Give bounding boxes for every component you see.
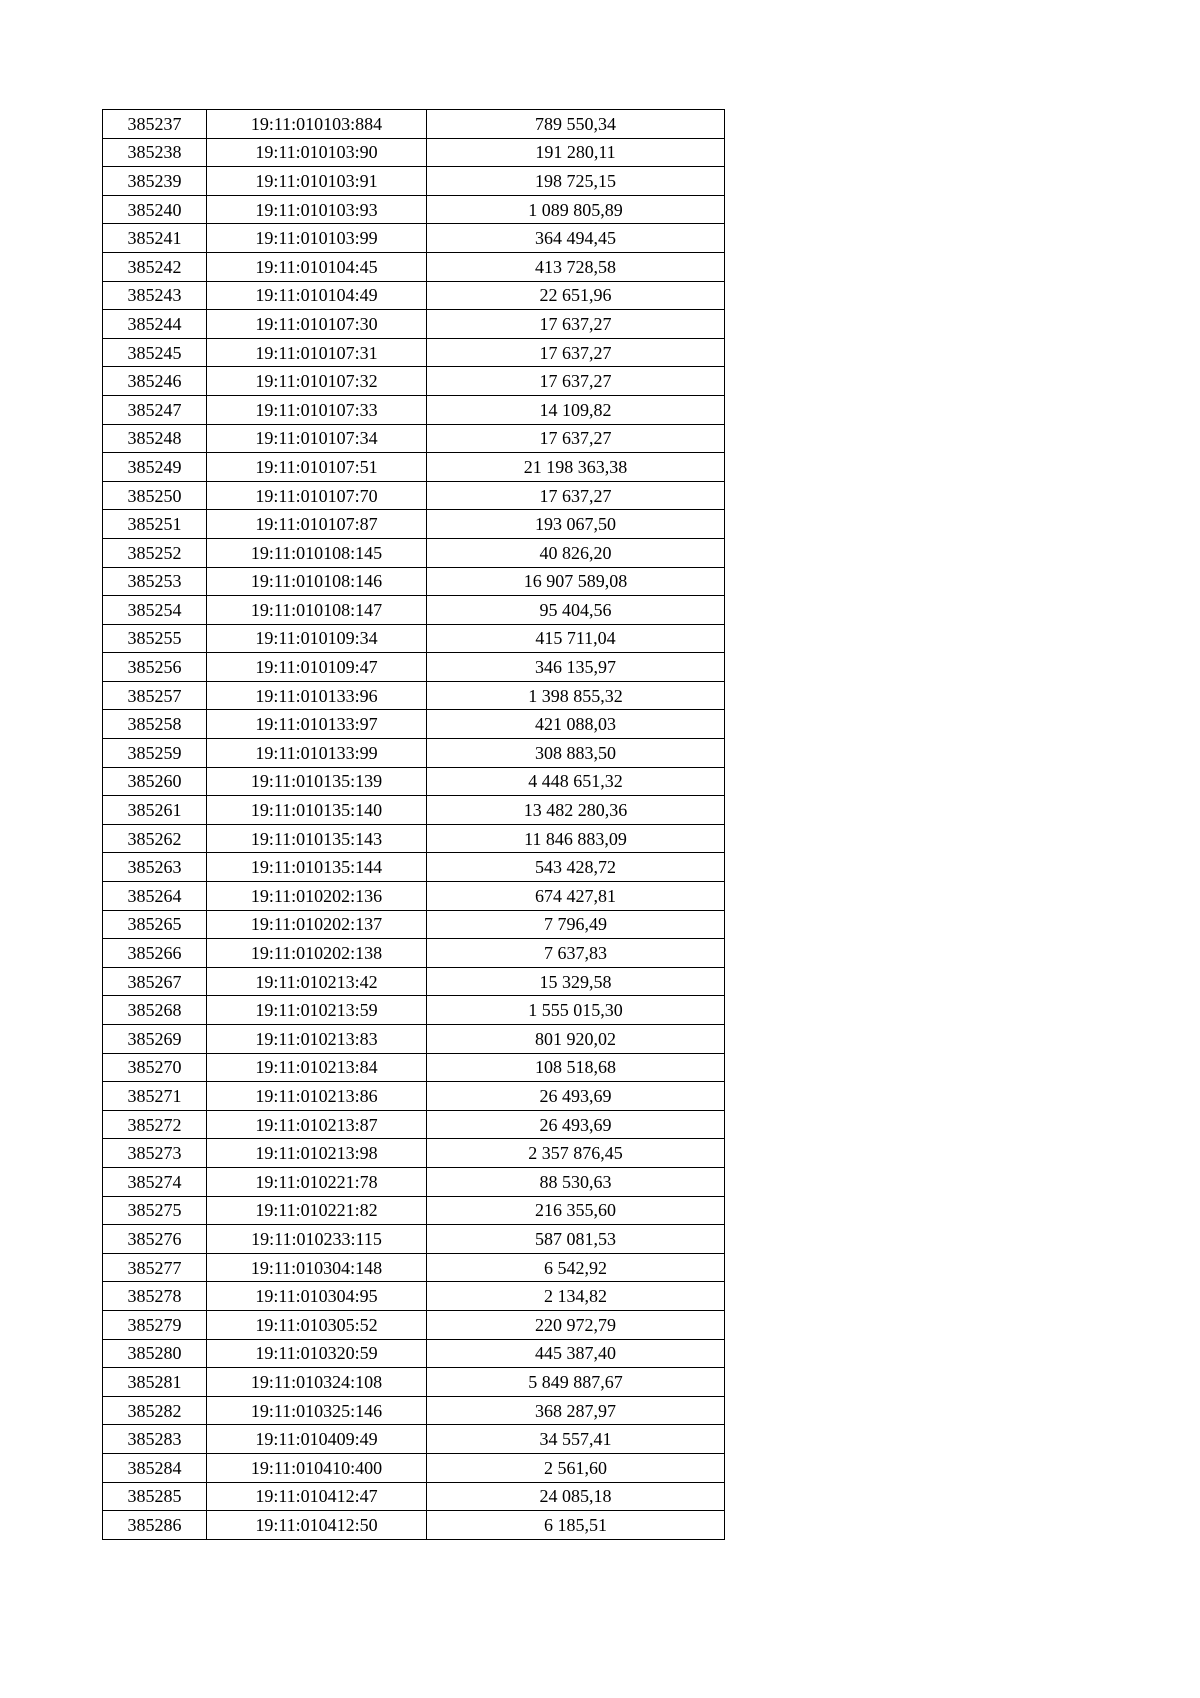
table-row	[103, 996, 725, 1025]
table-row	[103, 882, 725, 911]
table-row	[103, 1025, 725, 1054]
row-number-cell: 385249	[103, 453, 207, 482]
value-cell: 368 287,97	[427, 1396, 725, 1425]
cadastral-number-cell: 19:11:010412:50	[207, 1511, 427, 1540]
cadastral-number-cell: 19:11:010304:95	[207, 1282, 427, 1311]
table-row	[103, 910, 725, 939]
table-row	[103, 1225, 725, 1254]
cadastral-number-cell: 19:11:010412:47	[207, 1482, 427, 1511]
row-number-cell: 385279	[103, 1310, 207, 1339]
value-cell: 1 398 855,32	[427, 681, 725, 710]
cadastral-number-cell: 19:11:010221:82	[207, 1196, 427, 1225]
cadastral-number-cell: 19:11:010104:49	[207, 281, 427, 310]
cadastral-number-cell: 19:11:010107:51	[207, 453, 427, 482]
table-row	[103, 1167, 725, 1196]
cadastral-number-cell: 19:11:010233:115	[207, 1225, 427, 1254]
cadastral-number-cell: 19:11:010107:31	[207, 338, 427, 367]
row-number-cell: 385247	[103, 395, 207, 424]
value-cell: 22 651,96	[427, 281, 725, 310]
table-row	[103, 710, 725, 739]
cadastral-number-cell: 19:11:010107:87	[207, 510, 427, 539]
table-row	[103, 624, 725, 653]
table-row	[103, 796, 725, 825]
table-row	[103, 1425, 725, 1454]
cadastral-number-cell: 19:11:010133:96	[207, 681, 427, 710]
row-number-cell: 385270	[103, 1053, 207, 1082]
row-number-cell: 385239	[103, 167, 207, 196]
row-number-cell: 385261	[103, 796, 207, 825]
value-cell: 445 387,40	[427, 1339, 725, 1368]
table-row	[103, 1282, 725, 1311]
value-cell: 24 085,18	[427, 1482, 725, 1511]
cadastral-number-cell: 19:11:010305:52	[207, 1310, 427, 1339]
row-number-cell: 385251	[103, 510, 207, 539]
cadastral-number-cell: 19:11:010133:97	[207, 710, 427, 739]
value-cell: 413 728,58	[427, 252, 725, 281]
value-cell: 17 637,27	[427, 338, 725, 367]
row-number-cell: 385257	[103, 681, 207, 710]
value-cell: 587 081,53	[427, 1225, 725, 1254]
row-number-cell: 385263	[103, 853, 207, 882]
table-row	[103, 1053, 725, 1082]
cadastral-number-cell: 19:11:010213:42	[207, 967, 427, 996]
cadastral-number-cell: 19:11:010213:86	[207, 1082, 427, 1111]
value-cell: 15 329,58	[427, 967, 725, 996]
value-cell: 1 555 015,30	[427, 996, 725, 1025]
table-row	[103, 1110, 725, 1139]
cadastral-number-cell: 19:11:010107:30	[207, 310, 427, 339]
table-row	[103, 1139, 725, 1168]
row-number-cell: 385237	[103, 110, 207, 139]
value-cell: 13 482 280,36	[427, 796, 725, 825]
table-row	[103, 824, 725, 853]
value-cell: 7 637,83	[427, 939, 725, 968]
table-row	[103, 252, 725, 281]
value-cell: 14 109,82	[427, 395, 725, 424]
table-row	[103, 138, 725, 167]
table-row	[103, 767, 725, 796]
cadastral-number-cell: 19:11:010213:59	[207, 996, 427, 1025]
value-cell: 5 849 887,67	[427, 1368, 725, 1397]
table-row	[103, 310, 725, 339]
value-cell: 193 067,50	[427, 510, 725, 539]
cadastral-number-cell: 19:11:010202:138	[207, 939, 427, 968]
table-row	[103, 395, 725, 424]
value-cell: 4 448 651,32	[427, 767, 725, 796]
value-cell: 40 826,20	[427, 538, 725, 567]
value-cell: 2 357 876,45	[427, 1139, 725, 1168]
table-row	[103, 338, 725, 367]
value-cell: 216 355,60	[427, 1196, 725, 1225]
cadastral-number-cell: 19:11:010104:45	[207, 252, 427, 281]
value-cell: 220 972,79	[427, 1310, 725, 1339]
table-row	[103, 453, 725, 482]
cadastral-number-cell: 19:11:010304:148	[207, 1253, 427, 1282]
cadastral-number-cell: 19:11:010221:78	[207, 1167, 427, 1196]
value-cell: 789 550,34	[427, 110, 725, 139]
table-row	[103, 281, 725, 310]
cadastral-number-cell: 19:11:010103:93	[207, 195, 427, 224]
row-number-cell: 385254	[103, 596, 207, 625]
row-number-cell: 385245	[103, 338, 207, 367]
cadastral-number-cell: 19:11:010109:34	[207, 624, 427, 653]
row-number-cell: 385248	[103, 424, 207, 453]
value-cell: 108 518,68	[427, 1053, 725, 1082]
cadastral-number-cell: 19:11:010107:70	[207, 481, 427, 510]
table-row	[103, 510, 725, 539]
cadastral-number-cell: 19:11:010202:136	[207, 882, 427, 911]
table-row	[103, 967, 725, 996]
row-number-cell: 385273	[103, 1139, 207, 1168]
table-row	[103, 1310, 725, 1339]
table-body	[103, 110, 725, 1540]
value-cell: 421 088,03	[427, 710, 725, 739]
value-cell: 34 557,41	[427, 1425, 725, 1454]
cadastral-number-cell: 19:11:010135:144	[207, 853, 427, 882]
table-row	[103, 939, 725, 968]
table-row	[103, 367, 725, 396]
row-number-cell: 385286	[103, 1511, 207, 1540]
value-cell: 17 637,27	[427, 367, 725, 396]
row-number-cell: 385253	[103, 567, 207, 596]
row-number-cell: 385238	[103, 138, 207, 167]
row-number-cell: 385282	[103, 1396, 207, 1425]
row-number-cell: 385267	[103, 967, 207, 996]
cadastral-number-cell: 19:11:010108:145	[207, 538, 427, 567]
cadastral-number-cell: 19:11:010109:47	[207, 653, 427, 682]
value-cell: 2 561,60	[427, 1453, 725, 1482]
cadastral-number-cell: 19:11:010108:147	[207, 596, 427, 625]
row-number-cell: 385259	[103, 739, 207, 768]
cadastral-number-cell: 19:11:010410:400	[207, 1453, 427, 1482]
cadastral-number-cell: 19:11:010324:108	[207, 1368, 427, 1397]
cadastral-number-cell: 19:11:010320:59	[207, 1339, 427, 1368]
row-number-cell: 385252	[103, 538, 207, 567]
cadastral-number-cell: 19:11:010325:146	[207, 1396, 427, 1425]
row-number-cell: 385250	[103, 481, 207, 510]
row-number-cell: 385241	[103, 224, 207, 253]
value-cell: 543 428,72	[427, 853, 725, 882]
table-row	[103, 1453, 725, 1482]
value-cell: 6 185,51	[427, 1511, 725, 1540]
row-number-cell: 385281	[103, 1368, 207, 1397]
row-number-cell: 385271	[103, 1082, 207, 1111]
cadastral-number-cell: 19:11:010107:32	[207, 367, 427, 396]
table-row	[103, 167, 725, 196]
value-cell: 17 637,27	[427, 310, 725, 339]
table-row	[103, 1396, 725, 1425]
row-number-cell: 385284	[103, 1453, 207, 1482]
value-cell: 21 198 363,38	[427, 453, 725, 482]
table-row	[103, 1368, 725, 1397]
cadastral-number-cell: 19:11:010135:140	[207, 796, 427, 825]
table-row	[103, 1082, 725, 1111]
table-row	[103, 424, 725, 453]
value-cell: 17 637,27	[427, 481, 725, 510]
row-number-cell: 385268	[103, 996, 207, 1025]
row-number-cell: 385276	[103, 1225, 207, 1254]
data-table	[102, 109, 725, 1540]
table-row	[103, 481, 725, 510]
table-row	[103, 653, 725, 682]
row-number-cell: 385246	[103, 367, 207, 396]
table-row	[103, 1196, 725, 1225]
value-cell: 198 725,15	[427, 167, 725, 196]
table-row	[103, 1253, 725, 1282]
value-cell: 364 494,45	[427, 224, 725, 253]
cadastral-number-cell: 19:11:010135:139	[207, 767, 427, 796]
cadastral-number-cell: 19:11:010409:49	[207, 1425, 427, 1454]
row-number-cell: 385244	[103, 310, 207, 339]
cadastral-number-cell: 19:11:010108:146	[207, 567, 427, 596]
row-number-cell: 385260	[103, 767, 207, 796]
value-cell: 2 134,82	[427, 1282, 725, 1311]
value-cell: 6 542,92	[427, 1253, 725, 1282]
value-cell: 1 089 805,89	[427, 195, 725, 224]
cadastral-number-cell: 19:11:010135:143	[207, 824, 427, 853]
row-number-cell: 385278	[103, 1282, 207, 1311]
row-number-cell: 385242	[103, 252, 207, 281]
value-cell: 95 404,56	[427, 596, 725, 625]
row-number-cell: 385274	[103, 1167, 207, 1196]
row-number-cell: 385285	[103, 1482, 207, 1511]
row-number-cell: 385240	[103, 195, 207, 224]
row-number-cell: 385264	[103, 882, 207, 911]
row-number-cell: 385262	[103, 824, 207, 853]
table-row	[103, 1482, 725, 1511]
table-row	[103, 567, 725, 596]
value-cell: 674 427,81	[427, 882, 725, 911]
cadastral-number-cell: 19:11:010213:84	[207, 1053, 427, 1082]
cadastral-number-cell: 19:11:010213:83	[207, 1025, 427, 1054]
value-cell: 26 493,69	[427, 1082, 725, 1111]
row-number-cell: 385280	[103, 1339, 207, 1368]
cadastral-number-cell: 19:11:010107:33	[207, 395, 427, 424]
cadastral-number-cell: 19:11:010103:91	[207, 167, 427, 196]
table-row	[103, 596, 725, 625]
cadastral-number-cell: 19:11:010103:884	[207, 110, 427, 139]
table-row	[103, 853, 725, 882]
table-row	[103, 1511, 725, 1540]
row-number-cell: 385265	[103, 910, 207, 939]
value-cell: 7 796,49	[427, 910, 725, 939]
value-cell: 415 711,04	[427, 624, 725, 653]
row-number-cell: 385275	[103, 1196, 207, 1225]
value-cell: 16 907 589,08	[427, 567, 725, 596]
cadastral-number-cell: 19:11:010107:34	[207, 424, 427, 453]
table-row	[103, 739, 725, 768]
row-number-cell: 385283	[103, 1425, 207, 1454]
table-row	[103, 681, 725, 710]
table-row	[103, 195, 725, 224]
table-row	[103, 1339, 725, 1368]
value-cell: 11 846 883,09	[427, 824, 725, 853]
row-number-cell: 385269	[103, 1025, 207, 1054]
value-cell: 191 280,11	[427, 138, 725, 167]
cadastral-number-cell: 19:11:010103:90	[207, 138, 427, 167]
cadastral-number-cell: 19:11:010202:137	[207, 910, 427, 939]
row-number-cell: 385255	[103, 624, 207, 653]
row-number-cell: 385258	[103, 710, 207, 739]
row-number-cell: 385243	[103, 281, 207, 310]
cadastral-number-cell: 19:11:010103:99	[207, 224, 427, 253]
value-cell: 346 135,97	[427, 653, 725, 682]
value-cell: 17 637,27	[427, 424, 725, 453]
value-cell: 26 493,69	[427, 1110, 725, 1139]
cadastral-number-cell: 19:11:010213:87	[207, 1110, 427, 1139]
row-number-cell: 385266	[103, 939, 207, 968]
value-cell: 801 920,02	[427, 1025, 725, 1054]
table-row	[103, 538, 725, 567]
row-number-cell: 385277	[103, 1253, 207, 1282]
cadastral-number-cell: 19:11:010133:99	[207, 739, 427, 768]
value-cell: 88 530,63	[427, 1167, 725, 1196]
row-number-cell: 385256	[103, 653, 207, 682]
value-cell: 308 883,50	[427, 739, 725, 768]
table-row	[103, 110, 725, 139]
row-number-cell: 385272	[103, 1110, 207, 1139]
cadastral-number-cell: 19:11:010213:98	[207, 1139, 427, 1168]
table-row	[103, 224, 725, 253]
